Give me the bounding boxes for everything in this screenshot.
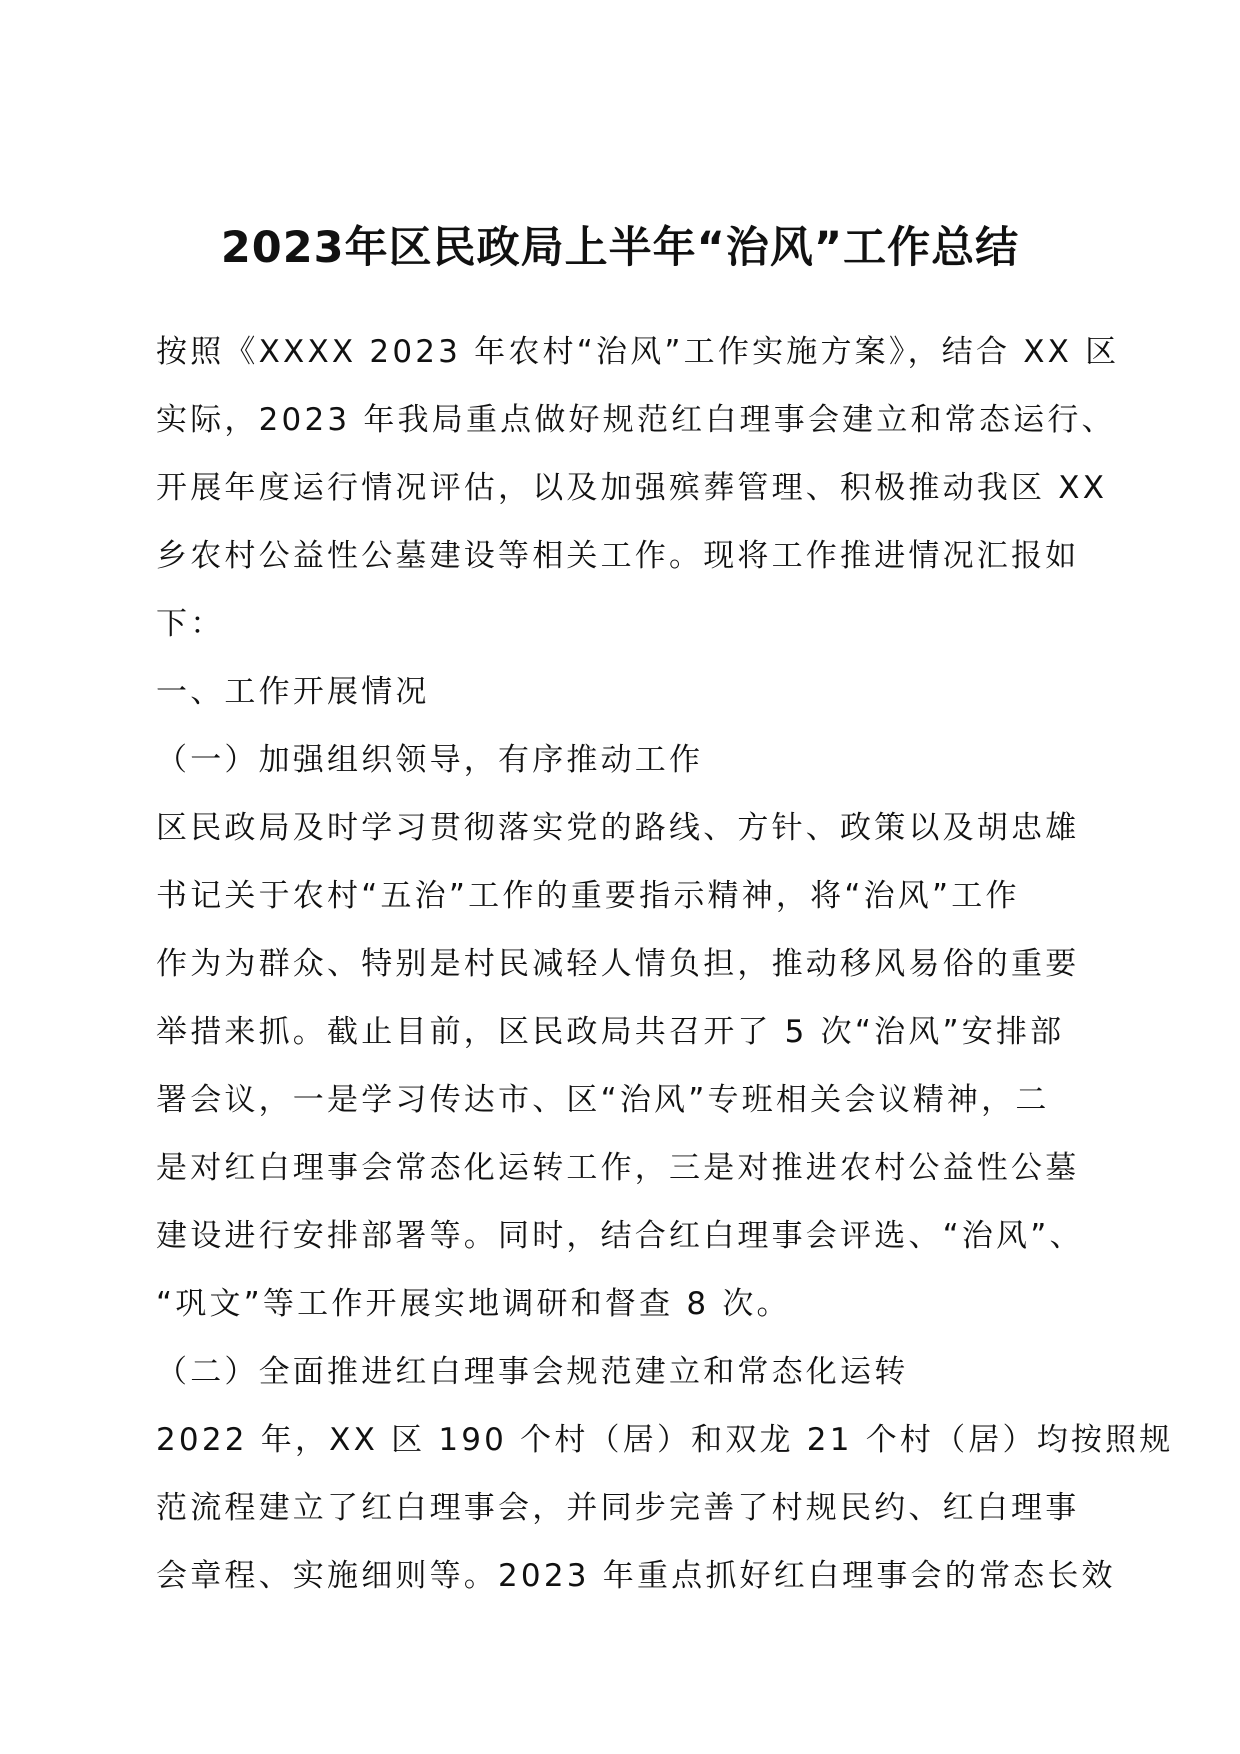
body-line: 建设进行安排部署等。同时，结合红白理事会评选、“治风”、 (156, 1218, 1084, 1254)
body-line: 2022 年，XX 区 190 个村（居）和双龙 21 个村（居）均按照规 (156, 1422, 1174, 1458)
body-line: 是对红白理事会常态化运转工作，三是对推进农村公益性公墓 (156, 1150, 1080, 1186)
document-title: 2023年区民政局上半年“治风”工作总结 (220, 223, 1020, 273)
body-line: 书记关于农村“五治”工作的重要指示精神，将“治风”工作 (156, 878, 1020, 914)
subsection-heading: （二）全面推进红白理事会规范建立和常态化运转 (156, 1354, 909, 1390)
body-line: 会章程、实施细则等。2023 年重点抓好红白理事会的常态长效 (156, 1558, 1116, 1594)
body-line: 范流程建立了红白理事会，并同步完善了村规民约、红白理事 (156, 1490, 1080, 1526)
body-line: 下： (156, 606, 225, 642)
body-line: 举措来抓。截止目前，区民政局共召开了 5 次“治风”安排部 (156, 1014, 1065, 1050)
subsection-heading: （一）加强组织领导，有序推动工作 (156, 742, 704, 778)
body-line: “巩文”等工作开展实地调研和督查 8 次。 (156, 1286, 791, 1322)
body-line: 区民政局及时学习贯彻落实党的路线、方针、政策以及胡忠雄 (156, 810, 1080, 846)
body-line: 作为为群众、特别是村民减轻人情负担，推动移风易俗的重要 (156, 946, 1080, 982)
document-body (156, 318, 1174, 1610)
body-line: 署会议，一是学习传达市、区“治风”专班相关会议精神，二 (156, 1082, 1050, 1118)
body-line: 乡农村公益性公墓建设等相关工作。现将工作推进情况汇报如 (156, 538, 1080, 574)
body-line: 开展年度运行情况评估，以及加强殡葬管理、积极推动我区 XX (156, 470, 1108, 506)
body-line: 实际，2023 年我局重点做好规范红白理事会建立和常态运行、 (156, 402, 1116, 438)
body-line: 按照《XXXX 2023 年农村“治风”工作实施方案》，结合 XX 区 (156, 334, 1120, 370)
section-heading: 一、工作开展情况 (156, 674, 430, 710)
